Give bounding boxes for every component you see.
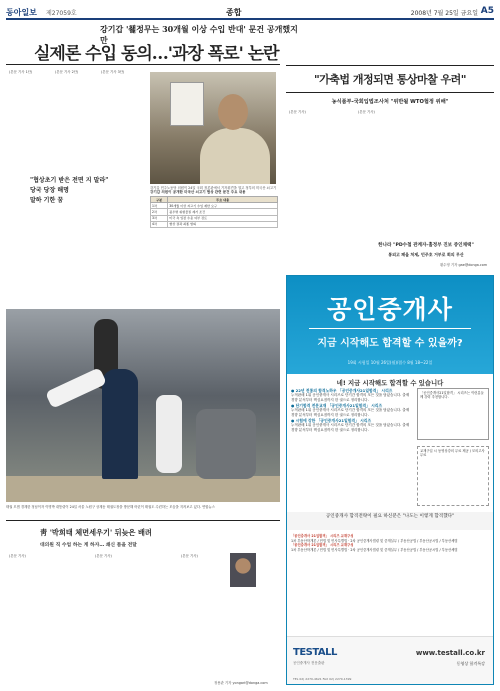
person-face [218,94,248,130]
byline: 황수영 기자 gae@donga.com [440,263,488,267]
table-row: 1차 30개월 이상 쇠고기 수입 제한 요구 [151,203,278,209]
ad-title: 공인중개사 [327,295,453,324]
bottom-headline: 靑 '박희태 체면세우기' 뒤늦은 배려 [40,528,152,537]
page-number: A5 [480,6,494,16]
news-photo-press-conference [150,72,276,184]
subhead: 당국 당장 해명 [30,187,69,194]
info-table [150,196,278,228]
bottom-subheadline: 대의원 직 수업 하는 게 하자… 쇄신 틈을 전달 [40,543,137,548]
page-header [6,6,494,20]
main-headline: 실제론 수입 동의…'과장 폭로' 논란 [34,44,279,64]
article-column: (본문 기사) [358,110,375,114]
ad-url-subtitle: 동영상 합격특강 [456,661,485,666]
ad-divider [309,328,471,329]
section-title: 종합 [226,8,242,17]
ad-subtitle: 지금 시작해도 합격할 수 있을까? [317,338,463,349]
article-column: (본문 기사) [9,554,26,558]
ad-feature-head: ● 단기합격 전문교재 「공인중개사21일합격」 시리즈 [291,403,383,408]
ad-tagline: 네! 지금 시작해도 합격할 수 있습니다 [336,379,444,387]
person-body [200,128,270,184]
ad-coupon-box[interactable]: 교재구입 시 동영상강의 무료 제공 / 모의고사 무료 [417,446,489,506]
table-row: 4차 협상 결과 최종 합의 [151,221,278,227]
person [102,369,138,479]
ad-book-box: 「공인중개사21일합격」 시리즈는 이런분들께 강력 추천합니다. [417,388,489,440]
right-headline-box [286,65,494,93]
photo-caption: 태권 모범 경계한 정남이자 이명박 대통령이 24일 서울 노원구 상계동 태권도장을 방문해 어린이 태권도 수련하는 모습을 지켜보고 있다. 연합뉴스 [6,505,215,509]
right-headline: "가축법 개정되면 통상마찰 우려" [313,73,467,86]
table-row: 2차 광우병 위험물질 제거 조건 [151,209,278,215]
ad-feature-body: 누적판매 1위 공인중개사 시리즈로 단기간 합격의 모든 것을 담았습니다. 출제경향 분석부터 핵심요점까지 한 권으로 정리합니다. [291,393,410,402]
main-kicker: 강기갑 '쵍정무는 30개월 이상 수입 반대' 문건 공개했지만 [100,24,298,45]
ad-details-body: 1차 부동산학개론 / 민법 및 민사특별법 · 2차 공인중개사법령 및 중개실무 / 부동산공법 / 부동산공시법 / 부동산세법 [291,547,458,552]
news-photo-taekwondo [6,309,280,502]
article-column: (본문 기사) [289,110,306,114]
advertisement[interactable] [286,275,494,685]
subhead: "협상초기 받은 전면 지 말라" [30,177,109,184]
divider [6,520,280,521]
side-box-subheadline: 통외고 패을 처제, 민주호 거부로 회의 무산 [388,252,464,257]
table-title: 강기갑 의원이 공개한 미국산 쇠고기 협상 관련 문건 주요 내용 [150,190,246,194]
right-subheadline: 농식품부-국회입법조사처 "위반될 WTO협정 위배" [331,99,449,105]
logo-subtitle: 공인중개사 전문출판 [293,661,325,665]
newspaper-logo: 동아일보 [6,7,37,17]
ad-details-head: 「공인중개사 21일합격」 시리즈 교재구성 [291,534,354,538]
table-header: 구분 [151,197,168,203]
ad-footer [287,636,493,684]
ad-feature-body: 누적판매 1위 공인중개사 시리즈로 단기간 합격의 모든 것을 담았습니다. 출제경향 분석부터 핵심요점까지 한 권으로 정리합니다. [291,408,410,417]
article-column: (본문 기사 3단) [101,70,125,74]
table-header: 주요 내용 [168,197,278,203]
table-row: 3차 미국 측 입장 수용 여부 검토 [151,215,278,221]
ad-details-body: 1차 부동산학개론 / 민법 및 민사특별법 · 2차 공인중개사법령 및 중개실무 / 부동산공법 / 부동산공시법 / 부동산세법 [291,538,458,543]
crowd [196,409,256,479]
ad-details-head: 「공인중개사 21일합격」 시리즈 교재구성 [291,543,354,548]
byline: 정용관 기자 yongari@donga.com [214,681,268,685]
ad-feature-head: ● 22년 전통의 합격노하우 「공인중개사21일합격」 시리즈 [291,388,393,393]
ad-strip: 공인중개사 합격전략이 필요 하신분은 "나도는 이렇게 합격했다" [287,512,493,530]
child-kicking [45,367,107,409]
ad-feature-head: ● 시험에 강한 「공인중개사21일합격」 시리즈 [291,418,372,423]
ad-url-link[interactable]: www.testall.co.kr [415,649,485,657]
article-column: (본문 기사 1단) [9,70,33,74]
child [156,395,182,473]
reporter-photo [230,553,256,587]
divider [6,64,280,65]
side-box-headline: 한나라 "PD수첩 관계자-홀정부 진보 증인채택" [378,243,474,248]
article-column: (본문 기사) [181,554,198,558]
article-column: (본문 기사) [95,554,112,558]
publish-date: 2008년 7월 25일 금요일 [410,10,478,17]
ad-feature-body: 누적판매 1위 공인중개사 시리즈로 단기간 합격의 모든 것을 담았습니다. 출제경향 분석부터 핵심요점까지 한 권으로 정리합니다. [291,423,410,432]
photo-caption: 강기갑 민주노동당 의원이 24일 국회 정론관에서 기자회견을 열고 정부의 미국산 쇠고기 [150,186,277,190]
ad-exam-info: 19회 시험일 10월 26일(월)/접수 8월 18~22일 [347,360,433,365]
floor [6,476,280,502]
article-column: (본문 기사 2단) [55,70,79,74]
document-poster [170,82,204,126]
ad-contact: TEL 02) 2270-4621 FAX 02) 2270-1399 [293,677,352,681]
subhead: 말하 기한 꿈 [30,197,64,204]
ad-details [291,534,491,552]
ad-banner [287,276,493,374]
ad-feature-list [291,388,411,433]
testall-logo: TESTALL [293,647,337,658]
issue-number: 제27059호 [46,10,77,17]
